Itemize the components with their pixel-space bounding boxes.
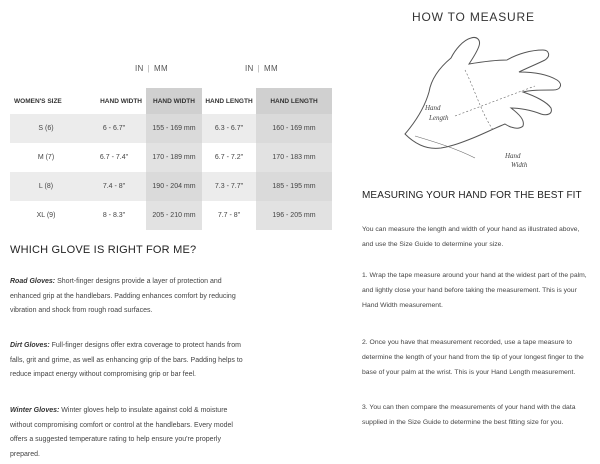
header-hand-width-in: HAND WIDTH (100, 97, 142, 105)
width-in-cell: 6 - 6.7" (82, 114, 146, 143)
length-mm-cell: 196 - 205 mm (256, 201, 332, 230)
header-hand-length-mm: HAND LENGTH (256, 88, 332, 114)
size-cell: XL (9) (36, 212, 56, 219)
width-in-cell: 8 - 8.3" (102, 212, 126, 219)
length-mm-cell: 170 - 183 mm (256, 143, 332, 172)
size-cell: S (6) (10, 114, 82, 143)
width-mm-cell: 155 - 169 mm (146, 114, 202, 143)
hand-length-label-2: Length (429, 114, 449, 122)
hand-width-label-1: Hand (505, 152, 521, 160)
unit-mm-option[interactable]: MM (154, 64, 168, 73)
table-row (10, 143, 332, 172)
hand-length-unit-toggle[interactable]: IN | MM (245, 64, 278, 73)
length-in-cell: 7.3 - 7.7" (202, 172, 256, 201)
hand-outline-icon (395, 30, 570, 170)
width-mm-cell: 170 - 189 mm (146, 143, 202, 172)
table-row (10, 172, 332, 201)
dirt-gloves-text: Full-finger designs offer extra coverage to protect hands from falls, grit and grime, as well as enhancing grip of the bars. Padding helps to reduce impact energy without compromising grip or bar feel. (10, 342, 243, 378)
length-mm-cell: 185 - 195 mm (256, 172, 332, 201)
how-to-measure-heading: HOW TO MEASURE (412, 10, 535, 24)
hand-width-unit-toggle[interactable]: IN | MM (135, 64, 168, 73)
unit-mm-option[interactable]: MM (264, 64, 278, 73)
table-row (10, 114, 332, 143)
measuring-heading: MEASURING YOUR HAND FOR THE BEST FIT (362, 190, 582, 201)
width-in-cell: 6.7 - 7.4" (99, 154, 129, 161)
measuring-step-1: 1. Wrap the tape measure around your hand at the widest part of the palm, and lightly close your hand before taking the measurement. This is your Hand Width measurement. (362, 272, 587, 309)
size-cell: L (8) (10, 172, 82, 201)
dirt-gloves-label: Dirt Gloves: (10, 342, 50, 349)
winter-gloves-paragraph (10, 404, 245, 462)
table-row (10, 201, 332, 230)
width-mm-cell: 205 - 210 mm (146, 201, 202, 230)
length-in-cell: 6.3 - 6.7" (202, 114, 256, 143)
length-in-cell: 7.7 - 8" (217, 212, 241, 219)
dirt-gloves-paragraph (10, 339, 245, 383)
width-mm-cell: 190 - 204 mm (146, 172, 202, 201)
length-in-cell: 6.7 - 7.2" (214, 154, 244, 161)
width-in-cell: 7.4 - 8" (82, 172, 146, 201)
measuring-step-2: 2. Once you have that measurement recorded, use a tape measure to determine the length of your hand from the tip of your longest finger to the base of your palm at the wrist. This is your Hand Length measurement. (362, 339, 584, 376)
hand-length-label-1: Hand (425, 104, 441, 112)
length-mm-cell: 160 - 169 mm (256, 114, 332, 143)
winter-gloves-text: Winter gloves help to insulate against cold & moisture without compromising comfort or control at the handlebars. Every model offers a suggested temperature rating to help ensure you're properly prepared. (10, 407, 233, 458)
header-hand-length-in: HAND LENGTH (205, 97, 253, 105)
measuring-step-3: 3. You can then compare the measurements of your hand with the data supplied in the Size Guide to determine the best fitting size for you. (362, 404, 576, 426)
table-header-row (10, 88, 332, 114)
which-glove-heading: WHICH GLOVE IS RIGHT FOR ME? (10, 244, 197, 256)
unit-in-option[interactable]: IN (135, 64, 144, 73)
header-hand-width-mm: HAND WIDTH (146, 88, 202, 114)
road-gloves-paragraph (10, 275, 245, 319)
measuring-intro: You can measure the length and width of your hand as illustrated above, and use the Size Guide to determine your size. (362, 226, 580, 248)
winter-gloves-label: Winter Gloves: (10, 407, 60, 414)
road-gloves-text: Short-finger designs provide a layer of protection and enhanced grip at the handlebars. Padding enhances comfort by reducing vibration and shock from rough road surfaces. (10, 278, 236, 314)
hand-width-label-2: Width (511, 161, 528, 169)
hand-measure-illustration (395, 30, 570, 170)
unit-in-option[interactable]: IN (245, 64, 254, 73)
header-womens-size: WOMEN'S SIZE (14, 97, 62, 105)
size-chart-table (10, 88, 332, 230)
size-cell: M (7) (37, 154, 55, 161)
road-gloves-label: Road Gloves: (10, 278, 56, 285)
